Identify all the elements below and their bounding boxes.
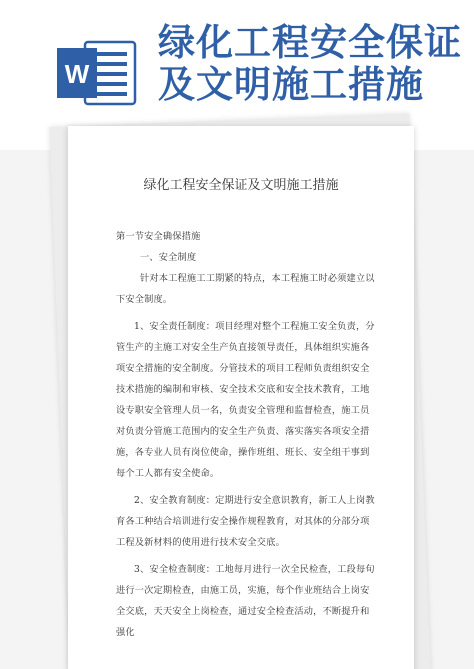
document-title: 绿化工程安全保证及文明施工措施: [143, 178, 339, 193]
section-heading: 第一节安全确保措施: [116, 231, 201, 242]
svg-text:W: W: [64, 59, 90, 89]
document-page: [68, 126, 414, 669]
word-document-icon: [55, 40, 137, 106]
subheading: 一、安全制度: [140, 252, 197, 263]
paragraph-item-2: 2、安全教育制度：定期进行安全意识教育，新工人上岗教育各工种结合培训进行安全操作规程教育，对其体的分部分项工程及新材料的使用进行技术安全交底。: [116, 495, 375, 548]
intro-paragraph: 针对本工程施工工期紧的特点，本工程施工时必须建立以下安全制度。: [116, 273, 375, 305]
banner-title-line-2: 及文明施工措施: [158, 63, 424, 106]
document-body: [116, 226, 378, 643]
banner-title: [158, 21, 462, 106]
paragraph-item-1: 1、安全责任制度：项目经理对整个工程施工安全负责，分管生产的主施工对安全生产负直接领导责任，具体组织实施各项安全措施的安全制度。分管技术的项目工程师负责组织安全技术措施的编制和审核、安全技术交底和安全技术教育，工地设专职安全管理人员一名，负责安全管理和监督检查，施工员对负责分管施工范围内的安全生产负责、落实落实各项安全措施，各专业人员有岗位使命，操作班组、班长、安全组干事到每个工人都有安全使命。: [116, 321, 375, 479]
banner-title-line-1: 绿化工程安全保证: [158, 21, 462, 64]
paragraph-item-3: 3、安全检查制度：工地每月进行一次全民检查，工段每旬进行一次定期检查，由施工员，实施，每个作业班结合上岗安全交底，天天安全上岗检查，通过安全检查活动，不断提升和强化: [116, 564, 375, 638]
